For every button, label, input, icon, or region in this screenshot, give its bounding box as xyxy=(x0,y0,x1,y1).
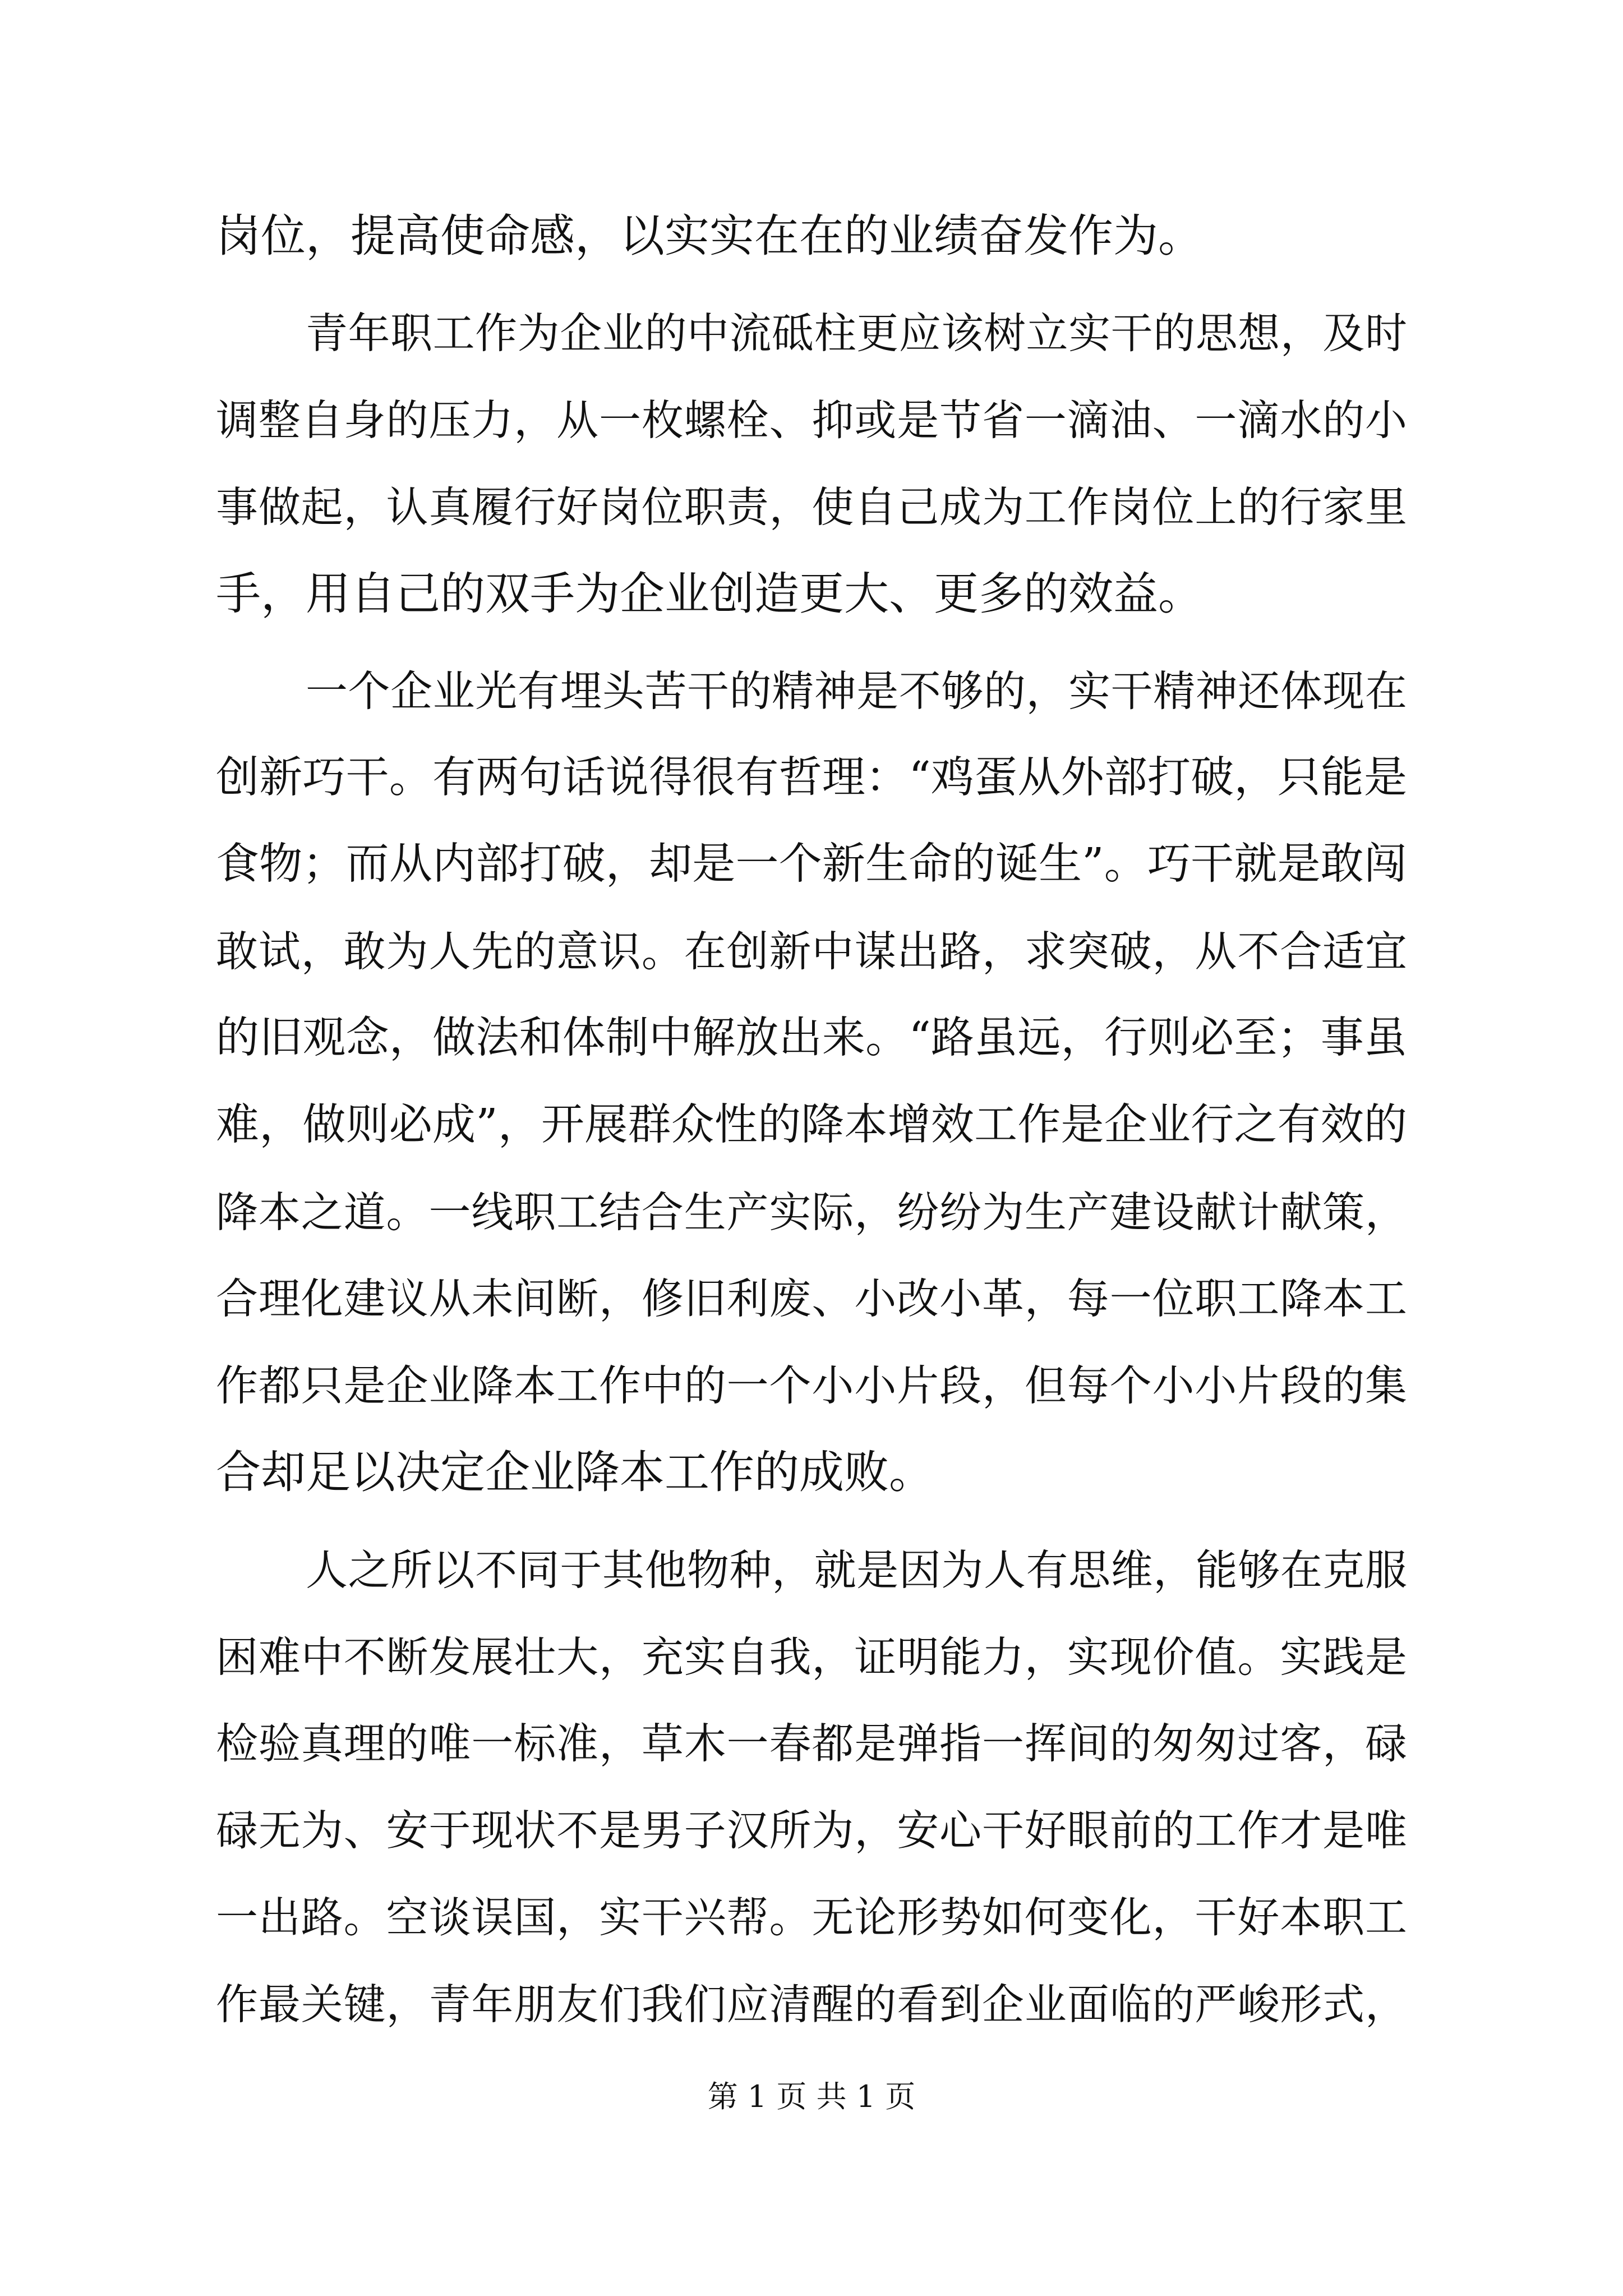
text-line: 检验真理的唯一标准，草木一春都是弹指一挥间的匆匆过客，碌 xyxy=(216,1719,1407,1768)
text-line: 困难中不断发展壮大，充实自我，证明能力，实现价值。实践是 xyxy=(216,1632,1407,1682)
text-line: 人之所以不同于其他物种，就是因为人有思维，能够在克服 xyxy=(306,1545,1407,1595)
text-line: 青年职工作为企业的中流砥柱更应该树立实干的思想，及时 xyxy=(306,309,1407,358)
text-line: 手，用自己的双手为企业创造更大、更多的效益。 xyxy=(216,568,1203,620)
text-line: 事做起，认真履行好岗位职责，使自己成为工作岗位上的行家里 xyxy=(216,482,1407,532)
text-line: 一个企业光有埋头苦干的精神是不够的，实干精神还体现在 xyxy=(306,666,1407,716)
text-line: 难，做则必成”，开展群众性的降本增效工作是企业行之有效的 xyxy=(216,1100,1407,1150)
text-line: 的旧观念，做法和体制中解放出来。“路虽远，行则必至；事虽 xyxy=(216,1013,1407,1063)
text-line: 碌无为、安于现状不是男子汉所为，安心干好眼前的工作才是唯 xyxy=(216,1806,1407,1855)
text-line: 一出路。空谈误国，实干兴帮。无论形势如何变化，干好本职工 xyxy=(216,1893,1407,1942)
text-line: 食物；而从内部打破，却是一个新生命的诞生”。巧干就是敢闯 xyxy=(216,839,1407,889)
text-line: 降本之道。一线职工结合生产实际，纷纷为生产建设献计献策， xyxy=(216,1188,1407,1237)
page-number-footer: 第 1 页 共 1 页 xyxy=(707,2079,916,2114)
text-line: 作都只是企业降本工作中的一个小小片段，但每个小小片段的集 xyxy=(216,1361,1407,1410)
text-line: 作最关键，青年朋友们我们应清醒的看到企业面临的严峻形式， xyxy=(216,1980,1407,2029)
text-line: 创新巧干。有两句话说得很有哲理：“鸡蛋从外部打破，只能是 xyxy=(216,753,1407,803)
text-line: 合却足以决定企业降本工作的成败。 xyxy=(216,1446,934,1498)
text-line: 合理化建议从未间断，修旧利废、小改小革，每一位职工降本工 xyxy=(216,1274,1407,1323)
text-line: 岗位，提高使命感，以实实在在的业绩奋发作为。 xyxy=(216,210,1203,262)
text-line: 敢试，敢为人先的意识。在创新中谋出路，求突破，从不合适宜 xyxy=(216,927,1407,976)
text-line: 调整自身的压力，从一枚螺栓、抑或是节省一滴油、一滴水的小 xyxy=(216,395,1407,445)
